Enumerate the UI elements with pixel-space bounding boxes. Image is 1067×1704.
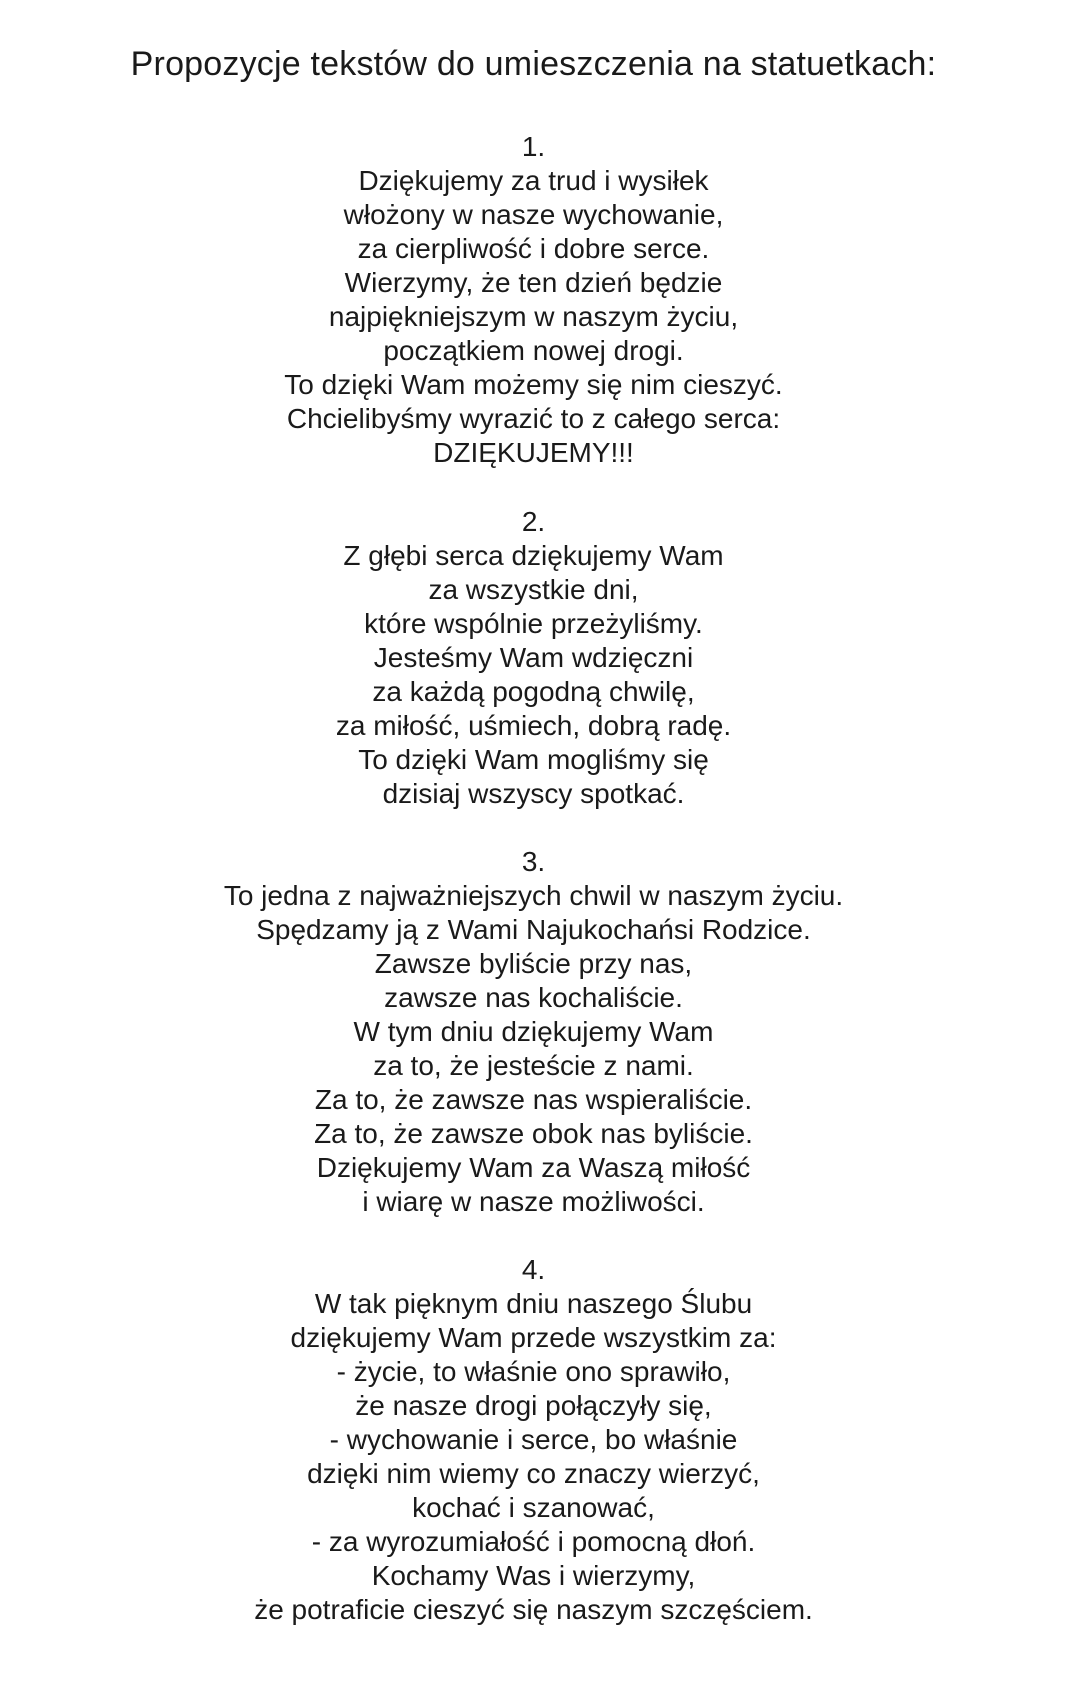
text-line: początkiem nowej drogi. — [383, 335, 684, 366]
text-line: Dziękujemy Wam za Waszą miłość — [316, 1152, 751, 1183]
page-title: Propozycje tekstów do umieszczenia na statuetkach: — [130, 45, 937, 83]
text-line: To dzięki Wam mogliśmy się — [358, 744, 709, 775]
text-line: Chcielibyśmy wyrazić to z całego serca: — [286, 403, 781, 434]
text-line: DZIĘKUJEMY!!! — [433, 437, 634, 468]
text-line: Z głębi serca dziękujemy Wam — [343, 540, 724, 571]
text-line: Wierzymy, że ten dzień będzie — [344, 267, 723, 298]
text-line: najpiękniejszym w naszym życiu, — [328, 301, 739, 332]
text-line: za wszystkie dni, — [428, 574, 639, 605]
text-line: Zawsze byliście przy nas, — [374, 948, 693, 979]
text-proposal-1 — [0, 130, 1067, 470]
text-line: - życie, to właśnie ono sprawiło, — [336, 1356, 731, 1387]
text-line: W tym dniu dziękujemy Wam — [353, 1016, 714, 1047]
text-line: - wychowanie i serce, bo właśnie — [329, 1424, 738, 1455]
text-line: za każdą pogodną chwilę, — [372, 676, 695, 707]
text-line: zawsze nas kochaliście. — [384, 982, 683, 1013]
text-line: włożony w nasze wychowanie, — [343, 199, 724, 230]
text-line: za to, że jesteście z nami. — [373, 1050, 694, 1081]
text-line: To jedna z najważniejszych chwil w naszym życiu. — [223, 880, 844, 911]
text-line: które wspólnie przeżyliśmy. — [364, 608, 703, 639]
text-line: Dziękujemy za trud i wysiłek — [358, 165, 709, 196]
text-line: dziękujemy Wam przede wszystkim za: — [290, 1322, 777, 1353]
text-proposal-3 — [0, 845, 1067, 1219]
text-line: Za to, że zawsze obok nas byliście. — [314, 1118, 753, 1149]
text-proposal-4 — [0, 1253, 1067, 1627]
proposal-number: 4. — [521, 1254, 546, 1285]
text-line: - za wyrozumiałość i pomocną dłoń. — [311, 1526, 756, 1557]
text-line: za miłość, uśmiech, dobrą radę. — [335, 710, 732, 741]
proposal-number: 1. — [521, 131, 546, 162]
text-line: Za to, że zawsze nas wspieraliście. — [314, 1084, 753, 1115]
text-line: że potraficie cieszyć się naszym szczęściem. — [254, 1594, 813, 1625]
text-line: i wiarę w nasze możliwości. — [362, 1186, 705, 1217]
text-line: kochać i szanować, — [412, 1492, 655, 1523]
text-line: dzisiaj wszyscy spotkać. — [382, 778, 685, 809]
text-proposal-2 — [0, 505, 1067, 811]
text-line: że nasze drogi połączyły się, — [355, 1390, 712, 1421]
proposal-number: 2. — [521, 506, 546, 537]
proposal-number: 3. — [521, 846, 546, 877]
text-line: To dzięki Wam możemy się nim cieszyć. — [284, 369, 783, 400]
text-line: Jesteśmy Wam wdzięczni — [373, 642, 694, 673]
text-line: Spędzamy ją z Wami Najukochańsi Rodzice. — [256, 914, 811, 945]
text-line: za cierpliwość i dobre serce. — [357, 233, 710, 264]
text-line: W tak pięknym dniu naszego Ślubu — [314, 1288, 753, 1319]
text-line: dzięki nim wiemy co znaczy wierzyć, — [307, 1458, 760, 1489]
text-line: Kochamy Was i wierzymy, — [371, 1560, 696, 1591]
